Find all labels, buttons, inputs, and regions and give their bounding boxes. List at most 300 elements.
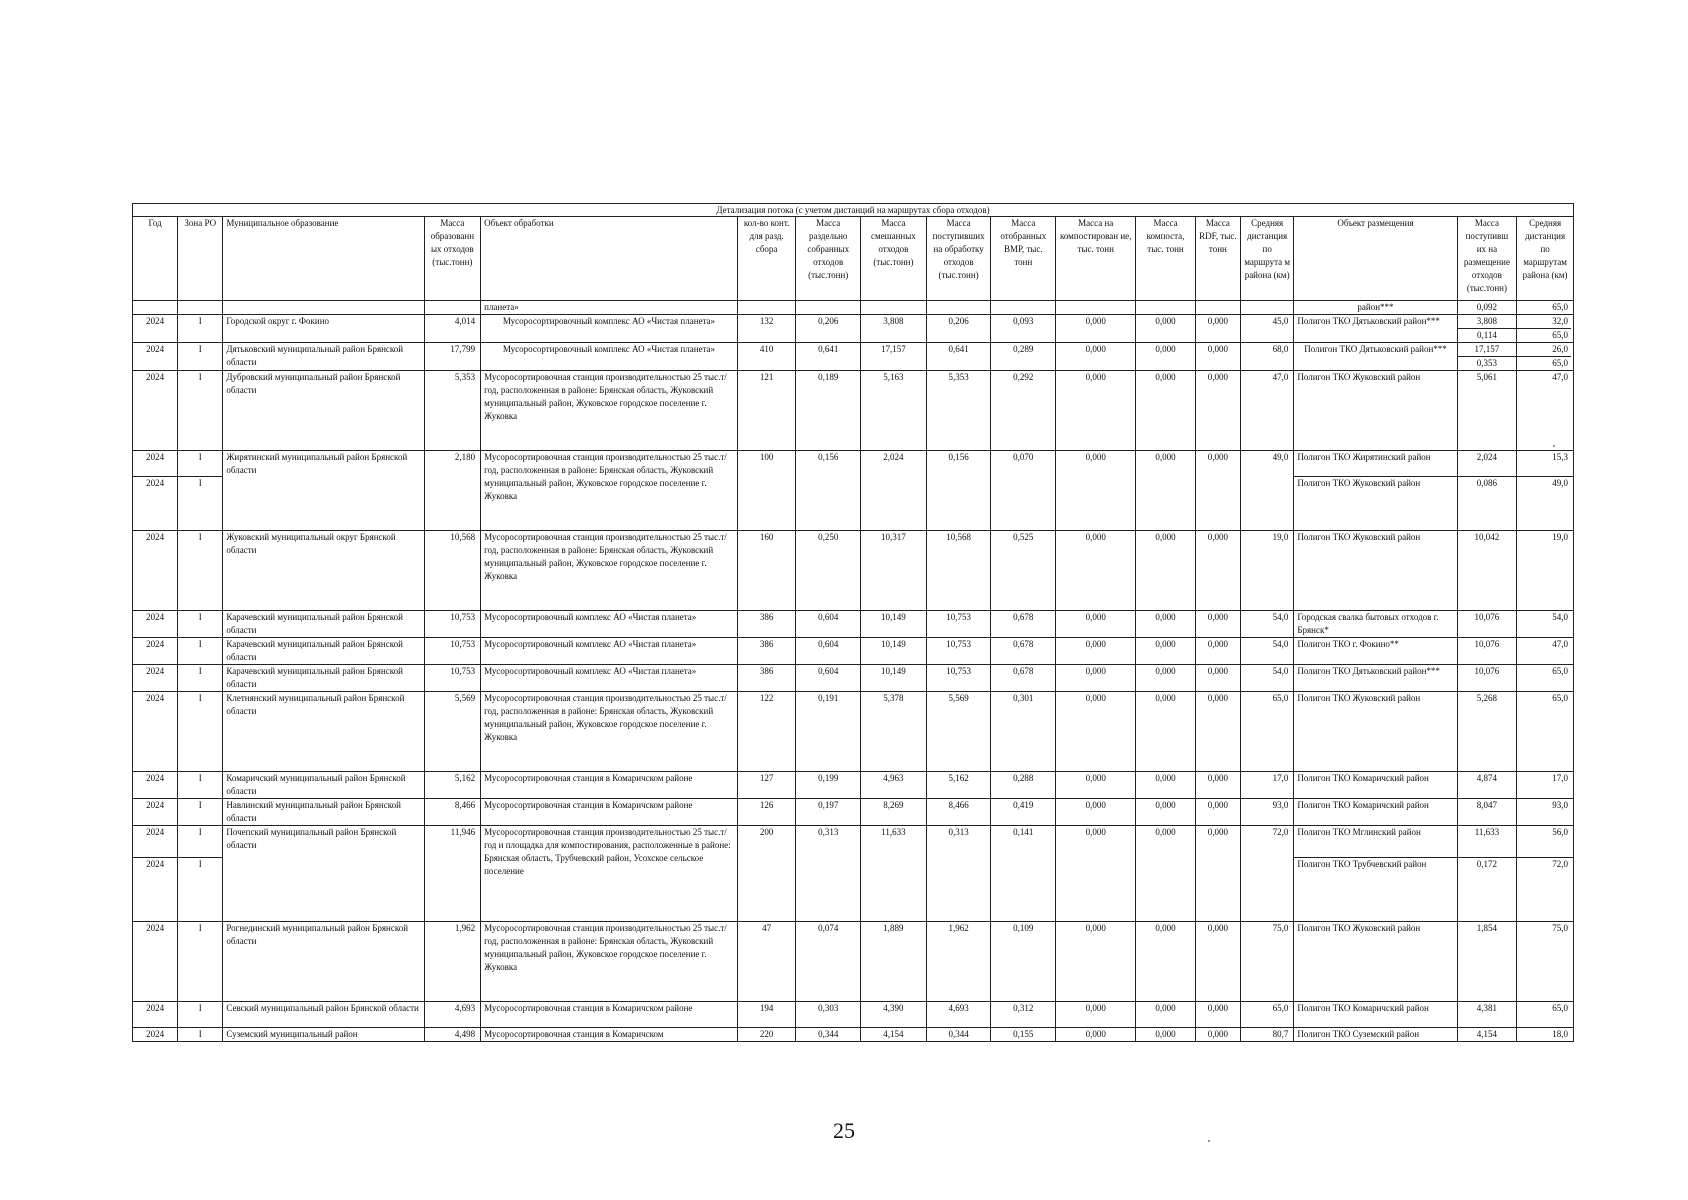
cell-municipality <box>223 301 424 315</box>
waste-flow-table <box>132 203 1574 1042</box>
cell-placement-object: Полигон ТКО Жуковский район <box>1294 477 1457 531</box>
cell-mass-processing: 0,313 <box>926 826 991 922</box>
cell-containers: 121 <box>737 371 796 451</box>
cell-mass-separate: 0,156 <box>796 451 861 531</box>
cell-mass-formed: 5,569 <box>424 692 480 772</box>
cell-containers: 47 <box>737 922 796 1002</box>
col-header-processing-object: Объект обработки <box>481 217 738 301</box>
scan-speck <box>1208 1140 1210 1142</box>
table-row <box>133 922 1574 1002</box>
cell-mass-placed: 0,086 <box>1457 477 1517 531</box>
cell-mass-processing: 5,569 <box>926 692 991 772</box>
table-caption: Детализация потока (с учетом дистанций на маршрутах сбора отходов) <box>133 204 1574 217</box>
cell-municipality: Почепский муниципальный район Брянской области <box>223 826 424 922</box>
cell-mass-vmr: 0,678 <box>991 665 1056 692</box>
cell-mass-mixed <box>861 301 927 315</box>
col-header-mass-rdf: Масса RDF, тыс. тонн <box>1195 217 1240 301</box>
cell-mass-separate: 0,074 <box>796 922 861 1002</box>
cell-avg-dist-routes: 47,0 <box>1517 638 1574 665</box>
cell-avg-dist-routes: 32,0 65,0 <box>1517 315 1574 343</box>
cell-mass-compost: 0,000 <box>1136 1002 1196 1028</box>
cell-mass-compost: 0,000 <box>1136 772 1196 799</box>
cell-mass-processing: 0,156 <box>926 451 991 531</box>
cell-mass-vmr: 0,419 <box>991 799 1056 826</box>
cell-year: 2024 <box>133 531 178 611</box>
col-header-mass-separate: Масса раздельно собранных отходов (тыс.тонн) <box>796 217 861 301</box>
table-row <box>133 531 1574 611</box>
cell-avg-dist: 75,0 <box>1240 922 1293 1002</box>
cell-zone: I <box>178 1028 223 1042</box>
cell-avg-dist: 17,0 <box>1240 772 1293 799</box>
cell-mass-placed: 5,061 <box>1457 371 1517 451</box>
cell-zone: I <box>178 477 223 531</box>
col-header-avg-dist-routes: Средняя дистанция по маршрутам района (км) <box>1517 217 1574 301</box>
cell-zone: I <box>178 315 223 343</box>
cell-containers: 220 <box>737 1028 796 1042</box>
cell-placement-object: Полигон ТКО Дятьковский район*** <box>1294 315 1457 343</box>
cell-municipality: Жирятинский муниципальный район Брянской области <box>223 451 424 531</box>
cell-avg-dist-routes: 47,0 <box>1517 371 1574 451</box>
cell-avg-dist: 54,0 <box>1240 665 1293 692</box>
cell-zone: I <box>178 611 223 638</box>
cell-mass-compost: 0,000 <box>1136 531 1196 611</box>
cell-placement-object: Полигон ТКО Дятьковский район*** <box>1294 343 1457 371</box>
cell-mass-compost: 0,000 <box>1136 371 1196 451</box>
cell-mass-compost: 0,000 <box>1136 451 1196 531</box>
page-number: 25 <box>833 1118 855 1143</box>
cell-mass-rdf: 0,000 <box>1195 772 1240 799</box>
cell-mass-compost-in: 0,000 <box>1056 665 1136 692</box>
cell-mass-processing: 5,162 <box>926 772 991 799</box>
cell-mass-formed: 4,693 <box>424 1002 480 1028</box>
table-row <box>133 665 1574 692</box>
cell-mass-compost-in: 0,000 <box>1056 1028 1136 1042</box>
table-row <box>133 451 1574 477</box>
cell-mass-separate: 0,313 <box>796 826 861 922</box>
cell-mass-formed: 5,162 <box>424 772 480 799</box>
cell-mass-compost-in: 0,000 <box>1056 531 1136 611</box>
col-header-mass-formed: Масса образованн ых отходов (тыс.тонн) <box>424 217 480 301</box>
cell-mass-vmr: 0,155 <box>991 1028 1056 1042</box>
cell-processing-object: Мусоросортировочный комплекс АО «Чистая планета» <box>481 611 738 638</box>
cell-placement-object: Полигон ТКО Жуковский район <box>1294 692 1457 772</box>
cell-municipality: Дубровский муниципальный район Брянской области <box>223 371 424 451</box>
cell-mass-mixed: 5,163 <box>861 371 927 451</box>
cell-processing-object: Мусоросортировочная станция производительностью 25 тыс.т/год и площадка для компостирования, расположенные в районе: Брянская область, Трубчевский район, Усохское сельское поселение <box>481 826 738 922</box>
cell-avg-dist: 49,0 <box>1240 451 1293 531</box>
col-header-avg-dist: Средняя дистанция по маршрута м района (км) <box>1240 217 1293 301</box>
cell-mass-compost: 0,000 <box>1136 799 1196 826</box>
cell-mass-processing: 0,206 <box>926 315 991 343</box>
cell-mass-separate: 0,604 <box>796 665 861 692</box>
cell-containers: 126 <box>737 799 796 826</box>
cell-zone: I <box>178 451 223 477</box>
cell-mass-placed: 8,047 <box>1457 799 1517 826</box>
cell-mass-separate: 0,303 <box>796 1002 861 1028</box>
cell-mass-vmr: 0,525 <box>991 531 1056 611</box>
cell-year: 2024 <box>133 858 178 922</box>
cell-avg-dist-routes: 54,0 <box>1517 611 1574 638</box>
cell-placement-object: Полигон ТКО Жирятинский район <box>1294 451 1457 477</box>
cell-year: 2024 <box>133 343 178 371</box>
cell-year: 2024 <box>133 826 178 858</box>
cell-processing-object: Мусоросортировочная станция производительностью 25 тыс.т/год, расположенная в районе: Брянская область, Жуковский муниципальный район, Жуковское городское поселение г. Жуковка <box>481 922 738 1002</box>
cell-avg-dist-routes: 18,0 <box>1517 1028 1574 1042</box>
cell-processing-object: Мусоросортировочная станция в Комаричском районе <box>481 1002 738 1028</box>
cell-avg-dist-routes: 65,0 <box>1517 692 1574 772</box>
cell-containers: 200 <box>737 826 796 922</box>
cell-mass-rdf: 0,000 <box>1195 531 1240 611</box>
cell-mass-mixed: 10,317 <box>861 531 927 611</box>
cell-mass-vmr: 0,070 <box>991 451 1056 531</box>
cell-mass-compost: 0,000 <box>1136 611 1196 638</box>
cell-mass-processing: 0,641 <box>926 343 991 371</box>
table-row <box>133 315 1574 343</box>
cell-mass-compost: 0,000 <box>1136 1028 1196 1042</box>
cell-mass-vmr: 0,141 <box>991 826 1056 922</box>
cell-mass-processing: 10,568 <box>926 531 991 611</box>
cell-mass-compost-in: 0,000 <box>1056 922 1136 1002</box>
cell-mass-formed: 2,180 <box>424 451 480 531</box>
cell-mass-placed: 10,076 <box>1457 638 1517 665</box>
cell-avg-dist: 72,0 <box>1240 826 1293 922</box>
cell-avg-dist: 65,0 <box>1240 1002 1293 1028</box>
cell-mass-mixed: 4,963 <box>861 772 927 799</box>
col-header-mass-compost-in: Масса на компостирован ие, тыс. тонн <box>1056 217 1136 301</box>
table-row <box>133 343 1574 371</box>
cell-mass-processing: 0,344 <box>926 1028 991 1042</box>
cell-containers: 160 <box>737 531 796 611</box>
cell-mass-formed <box>424 301 480 315</box>
col-header-mass-vmr: Масса отобранных ВМР, тыс. тонн <box>991 217 1056 301</box>
cell-placement-object: Полигон ТКО г. Фокино** <box>1294 638 1457 665</box>
cell-avg-dist-routes: 56,0 <box>1517 826 1574 858</box>
cell-mass-compost-in: 0,000 <box>1056 772 1136 799</box>
cell-year: 2024 <box>133 371 178 451</box>
cell-mass-separate: 0,206 <box>796 315 861 343</box>
cell-mass-separate: 0,191 <box>796 692 861 772</box>
cell-year: 2024 <box>133 692 178 772</box>
cell-mass-placed: 11,633 <box>1457 826 1517 858</box>
cell-containers: 386 <box>737 665 796 692</box>
cell-mass-vmr: 0,301 <box>991 692 1056 772</box>
cell-mass-compost <box>1136 301 1196 315</box>
cell-mass-formed: 5,353 <box>424 371 480 451</box>
cell-processing-object: Мусоросортировочная станция в Комаричском <box>481 1028 738 1042</box>
cell-containers: 132 <box>737 315 796 343</box>
cell-year: 2024 <box>133 1002 178 1028</box>
cell-zone: I <box>178 858 223 922</box>
cell-processing-object: Мусоросортировочный комплекс АО «Чистая планета» <box>481 315 738 343</box>
cell-mass-rdf: 0,000 <box>1195 665 1240 692</box>
table-row <box>133 638 1574 665</box>
cell-zone: I <box>178 1002 223 1028</box>
cell-mass-vmr: 0,678 <box>991 611 1056 638</box>
cell-zone: I <box>178 922 223 1002</box>
cell-year: 2024 <box>133 1028 178 1042</box>
cell-placement-object: Полигон ТКО Дятьковский район*** <box>1294 665 1457 692</box>
cell-mass-mixed: 2,024 <box>861 451 927 531</box>
table-row <box>133 371 1574 451</box>
cell-year: 2024 <box>133 638 178 665</box>
cell-processing-object: Мусоросортировочная станция производительностью 25 тыс.т/год, расположенная в районе: Брянская область, Жуковский муниципальный район, Жуковское городское поселение г. Жуковка <box>481 371 738 451</box>
cell-mass-rdf: 0,000 <box>1195 826 1240 922</box>
cell-municipality: Комаричский муниципальный район Брянской области <box>223 772 424 799</box>
cell-year <box>133 301 178 315</box>
cell-placement-object: район*** <box>1294 301 1457 315</box>
cell-processing-object: Мусоросортировочная станция в Комаричском районе <box>481 799 738 826</box>
cell-mass-vmr: 0,288 <box>991 772 1056 799</box>
table-row <box>133 826 1574 858</box>
cell-avg-dist-routes: 26,0 65,0 <box>1517 343 1574 371</box>
cell-avg-dist: 93,0 <box>1240 799 1293 826</box>
cell-mass-placed: 1,854 <box>1457 922 1517 1002</box>
cell-avg-dist: 80,7 <box>1240 1028 1293 1042</box>
cell-avg-dist-routes: 65,0 <box>1517 665 1574 692</box>
cell-zone: I <box>178 665 223 692</box>
cell-mass-formed: 10,753 <box>424 611 480 638</box>
cell-mass-vmr: 0,289 <box>991 343 1056 371</box>
cell-avg-dist: 47,0 <box>1240 371 1293 451</box>
cell-zone: I <box>178 826 223 858</box>
cell-containers: 100 <box>737 451 796 531</box>
cell-municipality: Рогнединский муниципальный район Брянской области <box>223 922 424 1002</box>
table-row <box>133 692 1574 772</box>
cell-mass-compost-in: 0,000 <box>1056 451 1136 531</box>
cell-zone: I <box>178 799 223 826</box>
col-header-mass-processing: Масса поступивших на обработку отходов (тыс.тонн) <box>926 217 991 301</box>
cell-processing-object: Мусоросортировочная станция производительностью 25 тыс.т/год, расположенная в районе: Брянская область, Жуковский муниципальный район, Жуковское городское поселение г. Жуковка <box>481 692 738 772</box>
cell-mass-vmr <box>991 301 1056 315</box>
cell-mass-compost-in: 0,000 <box>1056 692 1136 772</box>
cell-mass-mixed: 11,633 <box>861 826 927 922</box>
cell-zone: I <box>178 343 223 371</box>
cell-municipality: Городской округ г. Фокино <box>223 315 424 343</box>
table-row <box>133 611 1574 638</box>
cell-placement-object: Полигон ТКО Жуковский район <box>1294 531 1457 611</box>
cell-placement-object: Полигон ТКО Жуковский район <box>1294 371 1457 451</box>
cell-processing-object: Мусоросортировочная станция производительностью 25 тыс.т/год, расположенная в районе: Брянская область, Жуковский муниципальный район, Жуковское городское поселение г. Жуковка <box>481 531 738 611</box>
cell-containers: 127 <box>737 772 796 799</box>
cell-municipality: Севский муниципальный район Брянской области <box>223 1002 424 1028</box>
cell-mass-placed: 2,024 <box>1457 451 1517 477</box>
cell-mass-placed: 3,808 0,114 <box>1457 315 1517 343</box>
cell-mass-rdf: 0,000 <box>1195 692 1240 772</box>
cell-year: 2024 <box>133 772 178 799</box>
cell-avg-dist-routes: 15,3 <box>1517 451 1574 477</box>
cell-mass-mixed: 1,889 <box>861 922 927 1002</box>
cell-mass-placed: 4,874 <box>1457 772 1517 799</box>
cell-year: 2024 <box>133 451 178 477</box>
scan-speck <box>1553 445 1555 447</box>
cell-mass-processing: 8,466 <box>926 799 991 826</box>
cell-mass-separate <box>796 301 861 315</box>
cell-mass-rdf: 0,000 <box>1195 799 1240 826</box>
cell-placement-object: Полигон ТКО Комаричский район <box>1294 799 1457 826</box>
cell-mass-formed: 10,568 <box>424 531 480 611</box>
cell-mass-compost: 0,000 <box>1136 922 1196 1002</box>
cell-zone: I <box>178 638 223 665</box>
cell-avg-dist-routes: 65,0 <box>1517 1002 1574 1028</box>
cell-avg-dist: 45,0 <box>1240 315 1293 343</box>
cell-mass-compost-in: 0,000 <box>1056 638 1136 665</box>
cell-mass-formed: 1,962 <box>424 922 480 1002</box>
cell-mass-rdf <box>1195 301 1240 315</box>
cell-mass-formed: 4,014 <box>424 315 480 343</box>
col-header-placement-object: Объект размещения <box>1294 217 1457 301</box>
cell-containers: 194 <box>737 1002 796 1028</box>
cell-mass-processing: 10,753 <box>926 638 991 665</box>
cell-mass-separate: 0,604 <box>796 611 861 638</box>
cell-mass-compost: 0,000 <box>1136 665 1196 692</box>
cell-zone: I <box>178 692 223 772</box>
cell-avg-dist-routes: 49,0 <box>1517 477 1574 531</box>
cell-placement-object: Полигон ТКО Мглинский район <box>1294 826 1457 858</box>
cell-processing-object: Мусоросортировочная станция в Комаричском районе <box>481 772 738 799</box>
cell-mass-processing: 4,693 <box>926 1002 991 1028</box>
cell-mass-processing <box>926 301 991 315</box>
cell-mass-compost-in: 0,000 <box>1056 826 1136 922</box>
cell-mass-mixed: 10,149 <box>861 611 927 638</box>
cell-mass-mixed: 4,154 <box>861 1028 927 1042</box>
cell-placement-object: Полигон ТКО Комаричский район <box>1294 772 1457 799</box>
cell-mass-separate: 0,197 <box>796 799 861 826</box>
cell-avg-dist: 54,0 <box>1240 611 1293 638</box>
cell-mass-compost-in: 0,000 <box>1056 799 1136 826</box>
cell-zone: I <box>178 531 223 611</box>
cell-avg-dist-routes: 75,0 <box>1517 922 1574 1002</box>
table-body <box>133 301 1574 1042</box>
cell-mass-rdf: 0,000 <box>1195 1028 1240 1042</box>
cell-mass-compost: 0,000 <box>1136 826 1196 922</box>
cell-placement-object: Городская свалка бытовых отходов г. Брянск* <box>1294 611 1457 638</box>
cell-avg-dist-routes: 17,0 <box>1517 772 1574 799</box>
cell-mass-mixed: 4,390 <box>861 1002 927 1028</box>
cell-mass-processing: 10,753 <box>926 665 991 692</box>
cell-mass-compost-in: 0,000 <box>1056 1002 1136 1028</box>
cell-mass-placed: 0,172 <box>1457 858 1517 922</box>
cell-year: 2024 <box>133 315 178 343</box>
col-header-zone: Зона РО <box>178 217 223 301</box>
cell-mass-processing: 10,753 <box>926 611 991 638</box>
cell-municipality: Суземский муниципальный район <box>223 1028 424 1042</box>
cell-municipality: Клетнянский муниципальный район Брянской области <box>223 692 424 772</box>
cell-year: 2024 <box>133 922 178 1002</box>
cell-mass-processing: 5,353 <box>926 371 991 451</box>
cell-municipality: Карачевский муниципальный район Брянской области <box>223 638 424 665</box>
cell-processing-object: Мусоросортировочный комплекс АО «Чистая планета» <box>481 343 738 371</box>
cell-containers: 122 <box>737 692 796 772</box>
cell-mass-placed: 4,381 <box>1457 1002 1517 1028</box>
cell-zone: I <box>178 371 223 451</box>
cell-processing-object: Мусоросортировочная станция производительностью 25 тыс.т/год, расположенная в районе: Брянская область, Жуковский муниципальный район, Жуковское городское поселение г. Жуковка <box>481 451 738 531</box>
cell-mass-formed: 10,753 <box>424 638 480 665</box>
cell-mass-separate: 0,199 <box>796 772 861 799</box>
cell-municipality: Жуковский муниципальный округ Брянской области <box>223 531 424 611</box>
table-row <box>133 799 1574 826</box>
cell-placement-object: Полигон ТКО Комаричский район <box>1294 1002 1457 1028</box>
cell-mass-placed: 10,076 <box>1457 665 1517 692</box>
cell-mass-compost: 0,000 <box>1136 343 1196 371</box>
cell-avg-dist: 65,0 <box>1240 692 1293 772</box>
cell-processing-object: планета» <box>481 301 738 315</box>
cell-mass-rdf: 0,000 <box>1195 1002 1240 1028</box>
table-row <box>133 1002 1574 1028</box>
col-header-municipality: Муниципальное образование <box>223 217 424 301</box>
cell-containers: 410 <box>737 343 796 371</box>
cell-municipality: Карачевский муниципальный район Брянской области <box>223 611 424 638</box>
table-row <box>133 301 1574 315</box>
cell-avg-dist-routes: 72,0 <box>1517 858 1574 922</box>
cell-mass-separate: 0,344 <box>796 1028 861 1042</box>
cell-mass-mixed: 10,149 <box>861 665 927 692</box>
cell-containers <box>737 301 796 315</box>
table-row <box>133 772 1574 799</box>
cell-avg-dist-routes: 65,0 <box>1517 301 1574 315</box>
cell-municipality: Навлинский муниципальный район Брянской области <box>223 799 424 826</box>
cell-year: 2024 <box>133 611 178 638</box>
cell-mass-vmr: 0,093 <box>991 315 1056 343</box>
cell-year: 2024 <box>133 477 178 531</box>
cell-mass-placed: 5,268 <box>1457 692 1517 772</box>
cell-mass-compost-in: 0,000 <box>1056 611 1136 638</box>
cell-mass-mixed: 5,378 <box>861 692 927 772</box>
cell-mass-processing: 1,962 <box>926 922 991 1002</box>
cell-mass-separate: 0,189 <box>796 371 861 451</box>
cell-processing-object: Мусоросортировочный комплекс АО «Чистая планета» <box>481 638 738 665</box>
cell-processing-object: Мусоросортировочный комплекс АО «Чистая планета» <box>481 665 738 692</box>
col-header-mass-compost: Масса компоста, тыс. тонн <box>1136 217 1196 301</box>
cell-mass-rdf: 0,000 <box>1195 315 1240 343</box>
cell-zone <box>178 301 223 315</box>
cell-mass-separate: 0,604 <box>796 638 861 665</box>
cell-mass-compost-in: 0,000 <box>1056 315 1136 343</box>
cell-year: 2024 <box>133 799 178 826</box>
cell-containers: 386 <box>737 611 796 638</box>
cell-mass-formed: 8,466 <box>424 799 480 826</box>
cell-mass-compost-in: 0,000 <box>1056 371 1136 451</box>
cell-mass-vmr: 0,312 <box>991 1002 1056 1028</box>
cell-mass-compost-in <box>1056 301 1136 315</box>
cell-mass-mixed: 17,157 <box>861 343 927 371</box>
col-header-mass-mixed: Масса смешанных отходов (тыс.тонн) <box>861 217 927 301</box>
cell-mass-rdf: 0,000 <box>1195 451 1240 531</box>
cell-mass-rdf: 0,000 <box>1195 611 1240 638</box>
cell-mass-compost: 0,000 <box>1136 692 1196 772</box>
cell-mass-formed: 10,753 <box>424 665 480 692</box>
cell-placement-object: Полигон ТКО Суземский район <box>1294 1028 1457 1042</box>
cell-mass-separate: 0,641 <box>796 343 861 371</box>
cell-mass-vmr: 0,678 <box>991 638 1056 665</box>
cell-year: 2024 <box>133 665 178 692</box>
cell-mass-formed: 4,498 <box>424 1028 480 1042</box>
cell-mass-rdf: 0,000 <box>1195 922 1240 1002</box>
cell-mass-rdf: 0,000 <box>1195 638 1240 665</box>
cell-municipality: Карачевский муниципальный район Брянской области <box>223 665 424 692</box>
cell-mass-separate: 0,250 <box>796 531 861 611</box>
cell-avg-dist: 54,0 <box>1240 638 1293 665</box>
cell-mass-rdf: 0,000 <box>1195 371 1240 451</box>
cell-mass-mixed: 8,269 <box>861 799 927 826</box>
cell-mass-vmr: 0,292 <box>991 371 1056 451</box>
cell-mass-placed: 4,154 <box>1457 1028 1517 1042</box>
cell-avg-dist-routes: 19,0 <box>1517 531 1574 611</box>
cell-mass-rdf: 0,000 <box>1195 343 1240 371</box>
cell-avg-dist <box>1240 301 1293 315</box>
col-header-mass-placed: Масса поступивш их на размещение отходов (тыс.тонн) <box>1457 217 1517 301</box>
cell-mass-placed: 0,092 <box>1457 301 1517 315</box>
cell-avg-dist: 68,0 <box>1240 343 1293 371</box>
